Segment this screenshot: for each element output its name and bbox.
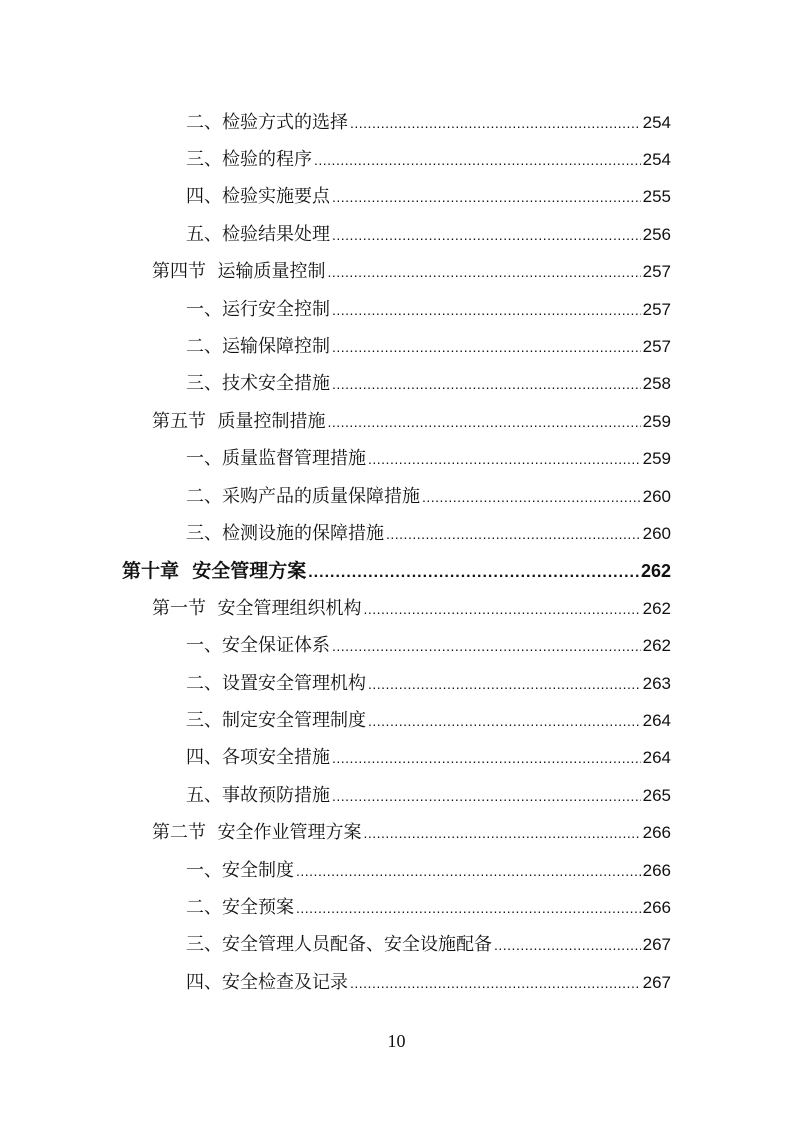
toc-title: 三、制定安全管理制度: [186, 709, 366, 731]
dot-leader: [363, 601, 640, 617]
toc-entry: [186, 968, 671, 994]
dot-leader: [368, 451, 641, 467]
toc-entry: [186, 856, 671, 882]
toc-entry: [186, 220, 671, 246]
toc-page-number: 267: [642, 935, 671, 955]
dot-leader: [332, 227, 641, 243]
toc-subsection[interactable]: [0, 925, 793, 962]
dot-leader: [296, 900, 641, 916]
toc-page-number: 257: [642, 337, 671, 357]
dot-leader: [327, 264, 640, 280]
toc-entry: [186, 706, 671, 732]
toc-subsection[interactable]: [0, 625, 793, 662]
toc-entry: [186, 182, 671, 208]
toc-title: 一、运行安全控制: [186, 298, 330, 320]
dot-leader: [332, 376, 641, 392]
dot-leader: [314, 152, 641, 168]
toc-title: 一、质量监督管理措施: [186, 448, 366, 470]
dot-leader: [368, 676, 641, 692]
toc-page-number: 266: [642, 860, 671, 880]
toc-title: 三、技术安全措施: [186, 373, 330, 395]
toc-page-number: 257: [642, 262, 671, 282]
toc-entry: [186, 781, 671, 807]
toc-page-number: 262: [640, 560, 671, 581]
dot-leader: [332, 750, 641, 766]
dot-leader: [296, 863, 641, 879]
toc-title: 二、设置安全管理机构: [186, 672, 366, 694]
toc-title: 第二节 安全作业管理方案: [152, 822, 362, 844]
dot-leader: [332, 302, 641, 318]
toc-page-number: 255: [642, 187, 671, 207]
dot-leader: [308, 564, 639, 582]
toc-subsection[interactable]: [0, 177, 793, 214]
toc-page-number: 265: [642, 785, 671, 805]
toc-entry: [186, 295, 671, 321]
toc-subsection[interactable]: [0, 663, 793, 700]
toc-entry: [122, 556, 671, 583]
toc-entry: [186, 669, 671, 695]
toc-title: 二、运输保障控制: [186, 336, 330, 358]
toc-page-number: 266: [642, 897, 671, 917]
dot-leader: [332, 189, 641, 205]
toc-page-number: 262: [642, 598, 671, 618]
dot-leader: [332, 788, 641, 804]
dot-leader: [494, 937, 641, 953]
toc-entry: [186, 519, 671, 545]
toc-section[interactable]: [0, 401, 793, 438]
toc-subsection[interactable]: [0, 962, 793, 999]
toc-page-number: 263: [642, 673, 671, 693]
toc-section[interactable]: [0, 252, 793, 289]
dot-leader: [422, 489, 641, 505]
toc-entry: [186, 369, 671, 395]
toc-subsection[interactable]: [0, 775, 793, 812]
toc-entry: [186, 893, 671, 919]
toc-page-number: 259: [642, 411, 671, 431]
toc-subsection[interactable]: [0, 139, 793, 176]
toc-title: 一、安全制度: [186, 859, 294, 881]
toc-page-number: 264: [642, 748, 671, 768]
toc-subsection[interactable]: [0, 214, 793, 251]
toc-title: 四、各项安全措施: [186, 747, 330, 769]
toc-subsection[interactable]: [0, 326, 793, 363]
toc-page-number: 264: [642, 710, 671, 730]
toc-title: 三、安全管理人员配备、安全设施配备: [186, 934, 492, 956]
toc-chapter[interactable]: [0, 551, 793, 588]
dot-leader: [350, 115, 641, 131]
toc-subsection[interactable]: [0, 850, 793, 887]
toc-title: 四、检验实施要点: [186, 186, 330, 208]
toc-title: 二、采购产品的质量保障措施: [186, 485, 420, 507]
toc-entry: [152, 257, 671, 283]
dot-leader: [350, 975, 641, 991]
toc-page-number: 254: [642, 150, 671, 170]
toc-subsection[interactable]: [0, 102, 793, 139]
toc-entry: [186, 930, 671, 956]
toc-subsection[interactable]: [0, 289, 793, 326]
toc-title: 四、安全检查及记录: [186, 971, 348, 993]
toc-entry: [152, 407, 671, 433]
toc-title: 一、安全保证体系: [186, 635, 330, 657]
toc-title: 第四节 运输质量控制: [152, 261, 326, 283]
toc-subsection[interactable]: [0, 439, 793, 476]
toc-title: 三、检验的程序: [186, 149, 312, 171]
toc-page-number: 259: [642, 449, 671, 469]
dot-leader: [368, 713, 641, 729]
toc-subsection[interactable]: [0, 476, 793, 513]
toc-subsection[interactable]: [0, 700, 793, 737]
dot-leader: [363, 825, 640, 841]
toc-title: 第一节 安全管理组织机构: [152, 597, 362, 619]
dot-leader: [327, 414, 640, 430]
toc-entry: [186, 332, 671, 358]
toc-page-number: 254: [642, 112, 671, 132]
page-number: 10: [387, 1031, 406, 1051]
toc-page-number: 256: [642, 224, 671, 244]
toc-page-number: 258: [642, 374, 671, 394]
toc-entry: [186, 444, 671, 470]
toc-title: 五、事故预防措施: [186, 784, 330, 806]
dot-leader: [386, 526, 641, 542]
toc-subsection[interactable]: [0, 887, 793, 924]
toc-title: 五、检验结果处理: [186, 223, 330, 245]
toc-page-number: 260: [642, 523, 671, 543]
toc-entry: [186, 631, 671, 657]
toc-entry: [186, 145, 671, 171]
toc-page-number: 267: [642, 972, 671, 992]
toc-entry: [152, 818, 671, 844]
toc-entry: [186, 482, 671, 508]
toc-page-number: 262: [642, 636, 671, 656]
toc-subsection[interactable]: [0, 738, 793, 775]
dot-leader: [332, 339, 641, 355]
toc-subsection[interactable]: [0, 364, 793, 401]
toc-subsection[interactable]: [0, 513, 793, 550]
toc-title: 二、安全预案: [186, 896, 294, 918]
toc-title: 三、检测设施的保障措施: [186, 522, 384, 544]
toc-section[interactable]: [0, 812, 793, 849]
toc-section[interactable]: [0, 588, 793, 625]
toc-page-number: 257: [642, 299, 671, 319]
toc-title: 第十章 安全管理方案: [122, 559, 307, 582]
dot-leader: [332, 638, 641, 654]
toc-title: 二、检验方式的选择: [186, 111, 348, 133]
toc-entry: [186, 108, 671, 134]
toc-page-number: 266: [642, 823, 671, 843]
toc-page-number: 260: [642, 486, 671, 506]
table-of-contents: [0, 102, 793, 999]
toc-title: 第五节 质量控制措施: [152, 410, 326, 432]
toc-entry: [152, 594, 671, 620]
toc-entry: [186, 743, 671, 769]
